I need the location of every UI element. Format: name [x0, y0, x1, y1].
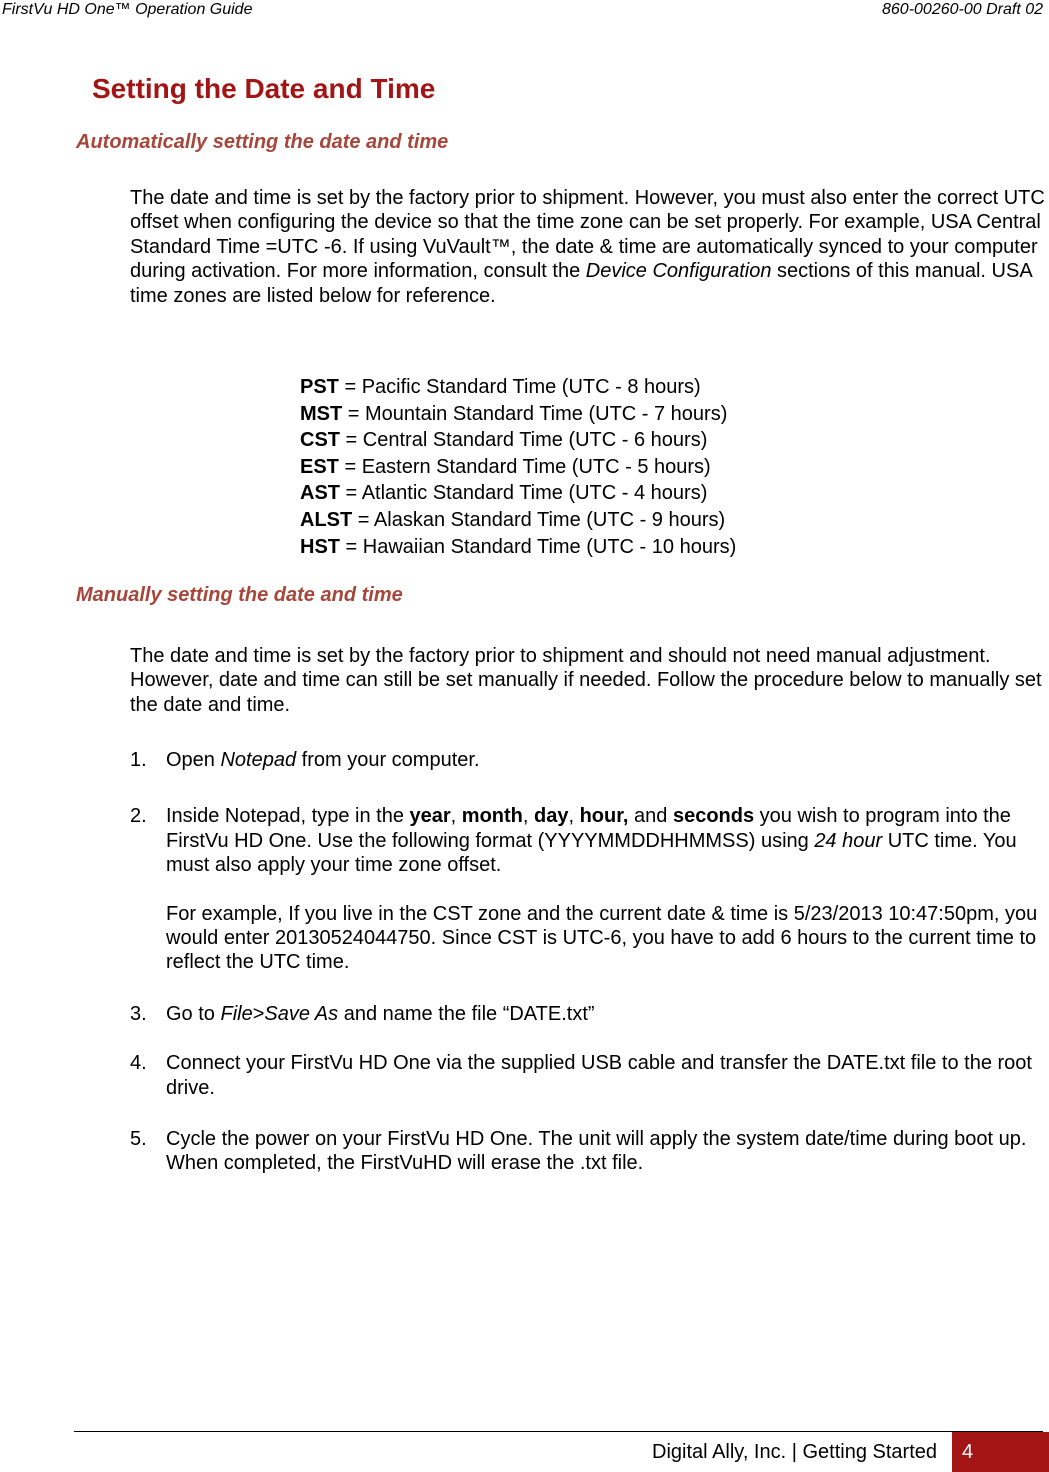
auto-paragraph: [130, 186, 1049, 308]
timezone-item: [300, 427, 736, 454]
step-text: Open: [166, 749, 221, 771]
footer-divider: [74, 1431, 1043, 1432]
step-text: Cycle the power on your FirstVu HD One. The unit will apply the system date/time during boot up. When completed, the FirstVuHD will erase the .txt file.: [166, 1128, 1027, 1175]
step-2-example: For example, If you live in the CST zone and the current date & time is 5/23/2013 10:47:50pm, you would enter 20130524044750. Since CST is UTC-6, you have to add 6 hours to the current time to reflect the UTC time.: [166, 902, 1038, 974]
page-title: Setting the Date and Time: [92, 73, 436, 104]
step-2: [130, 804, 1049, 974]
page-number: 4: [952, 1432, 1049, 1472]
auto-paragraph-text: The date and time is set by the factory prior to shipment. However, you must also enter the correct UTC offset when configuring the device so that the time zone can be set properly. For example, USA Central Standard Time =UTC -6. If using VuVault™, the date & time are automatically synced to your computer during activation. For more information, consult the: [130, 187, 1045, 283]
step-5: [130, 1127, 1049, 1176]
procedure-steps: [130, 748, 1049, 1176]
running-header-doc-number: 860-00260-00 Draft 02: [882, 1, 1043, 18]
timezone-abbr: HST: [300, 535, 340, 558]
separator: ,: [522, 805, 534, 828]
year-term: year: [409, 805, 451, 828]
step-number: 3.: [130, 1002, 147, 1025]
step-text: from your computer.: [296, 749, 480, 771]
timezone-abbr: MST: [300, 402, 343, 425]
step-3: [130, 1002, 1049, 1026]
timezone-desc: = Atlantic Standard Time (UTC - 4 hours): [340, 482, 708, 505]
timezone-abbr: ALST: [300, 508, 353, 531]
step-text: Inside Notepad, type in the: [166, 805, 410, 828]
step-number: 1.: [130, 749, 147, 771]
running-header-title: FirstVu HD One™ Operation Guide: [2, 1, 253, 18]
timezone-desc: = Alaskan Standard Time (UTC - 9 hours): [352, 508, 726, 531]
24-hour-term: 24 hour: [814, 829, 883, 852]
timezone-item: [300, 454, 736, 481]
hour-term: hour,: [579, 805, 629, 828]
timezone-abbr: PST: [300, 376, 339, 398]
step-text: you wish to program into the FirstVu HD One. Use the following format (YYYYMMDDHHMMSS) using: [166, 805, 1011, 852]
timezone-abbr: CST: [300, 429, 340, 452]
step-text: Go to: [166, 1002, 221, 1025]
timezone-item: [300, 374, 736, 401]
device-configuration-ref: Device Configuration: [585, 260, 772, 283]
step-1: [130, 748, 1049, 772]
step-number: 4.: [130, 1052, 147, 1075]
timezone-desc: = Eastern Standard Time (UTC - 5 hours): [338, 455, 711, 478]
menu-separator: >: [252, 1002, 265, 1025]
step-text: UTC time. You must also apply your time zone offset.: [166, 829, 1017, 877]
step-text: Connect your FirstVu HD One via the supplied USB cable and transfer the DATE.txt file to the root drive.: [166, 1052, 1032, 1099]
step-4: [130, 1051, 1049, 1100]
timezone-abbr: AST: [300, 482, 340, 505]
separator: ,: [568, 805, 580, 828]
step-number: 2.: [130, 805, 147, 828]
auto-section-heading: Automatically setting the date and time: [76, 131, 449, 153]
separator: ,: [450, 805, 462, 828]
file-menu-ref: File: [220, 1002, 253, 1025]
manual-paragraph: The date and time is set by the factory prior to shipment and should not need manual adjustment. However, date and time can still be set manually if needed. Follow the procedure below to manually set the date and time.: [130, 645, 1042, 716]
timezone-desc: = Hawaiian Standard Time (UTC - 10 hours): [340, 535, 737, 558]
timezone-list: [300, 374, 736, 560]
timezone-desc: = Pacific Standard Time (UTC - 8 hours): [338, 376, 701, 398]
seconds-term: seconds: [672, 805, 755, 828]
manual-section-heading: Manually setting the date and time: [76, 584, 403, 606]
timezone-desc: = Central Standard Time (UTC - 6 hours): [340, 429, 708, 452]
timezone-item: [300, 401, 736, 428]
timezone-abbr: EST: [300, 455, 339, 478]
save-as-menu-ref: Save As: [264, 1002, 339, 1025]
timezone-item: [300, 480, 736, 507]
step-text: and name the file “DATE.txt”: [338, 1002, 595, 1025]
timezone-item: [300, 507, 736, 534]
step-number: 5.: [130, 1128, 147, 1151]
notepad-ref: Notepad: [220, 749, 297, 771]
day-term: day: [534, 805, 569, 828]
timezone-item: [300, 534, 736, 561]
timezone-desc: = Mountain Standard Time (UTC - 7 hours): [342, 402, 728, 425]
month-term: month: [461, 805, 523, 828]
auto-paragraph-end: sections of this manual. USA time zones are listed below for reference.: [130, 260, 1032, 307]
footer-text: Digital Ally, Inc. | Getting Started: [652, 1441, 937, 1463]
separator: and: [628, 805, 673, 828]
